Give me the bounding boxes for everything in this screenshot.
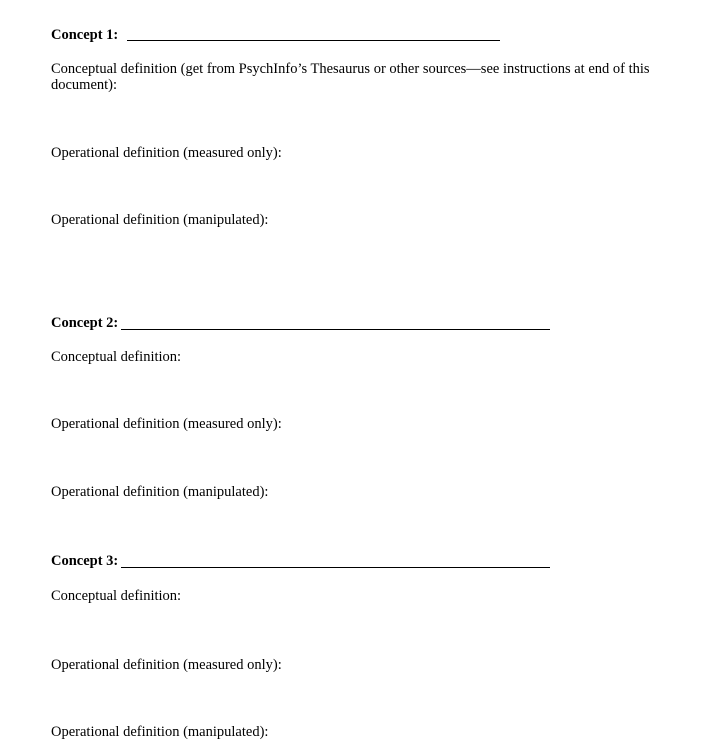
concept-1-operational-measured-label: Operational definition (measured only): bbox=[51, 145, 282, 161]
concept-1-operational-manipulated-label: Operational definition (manipulated): bbox=[51, 212, 269, 228]
concept-1-name-field[interactable] bbox=[127, 40, 500, 41]
concept-3-operational-measured-label: Operational definition (measured only): bbox=[51, 657, 282, 673]
concept-1-heading: Concept 1: bbox=[51, 27, 119, 43]
concept-3-heading: Concept 3: bbox=[51, 553, 119, 569]
concept-3-name-field[interactable] bbox=[121, 567, 550, 568]
concept-2-heading: Concept 2: bbox=[51, 315, 119, 331]
concept-2-conceptual-definition-label: Conceptual definition: bbox=[51, 349, 182, 365]
concept-3-conceptual-definition-label: Conceptual definition: bbox=[51, 588, 182, 604]
concept-1-conceptual-definition-label: Conceptual definition (get from PsychInfo’s Thesaurus or other sources—see instructions at end of this document): bbox=[51, 61, 650, 93]
concept-3-operational-manipulated-label: Operational definition (manipulated): bbox=[51, 724, 269, 740]
concept-2-operational-manipulated-label: Operational definition (manipulated): bbox=[51, 484, 269, 500]
concept-2-operational-measured-label: Operational definition (measured only): bbox=[51, 416, 282, 432]
concept-2-name-field[interactable] bbox=[121, 329, 550, 330]
